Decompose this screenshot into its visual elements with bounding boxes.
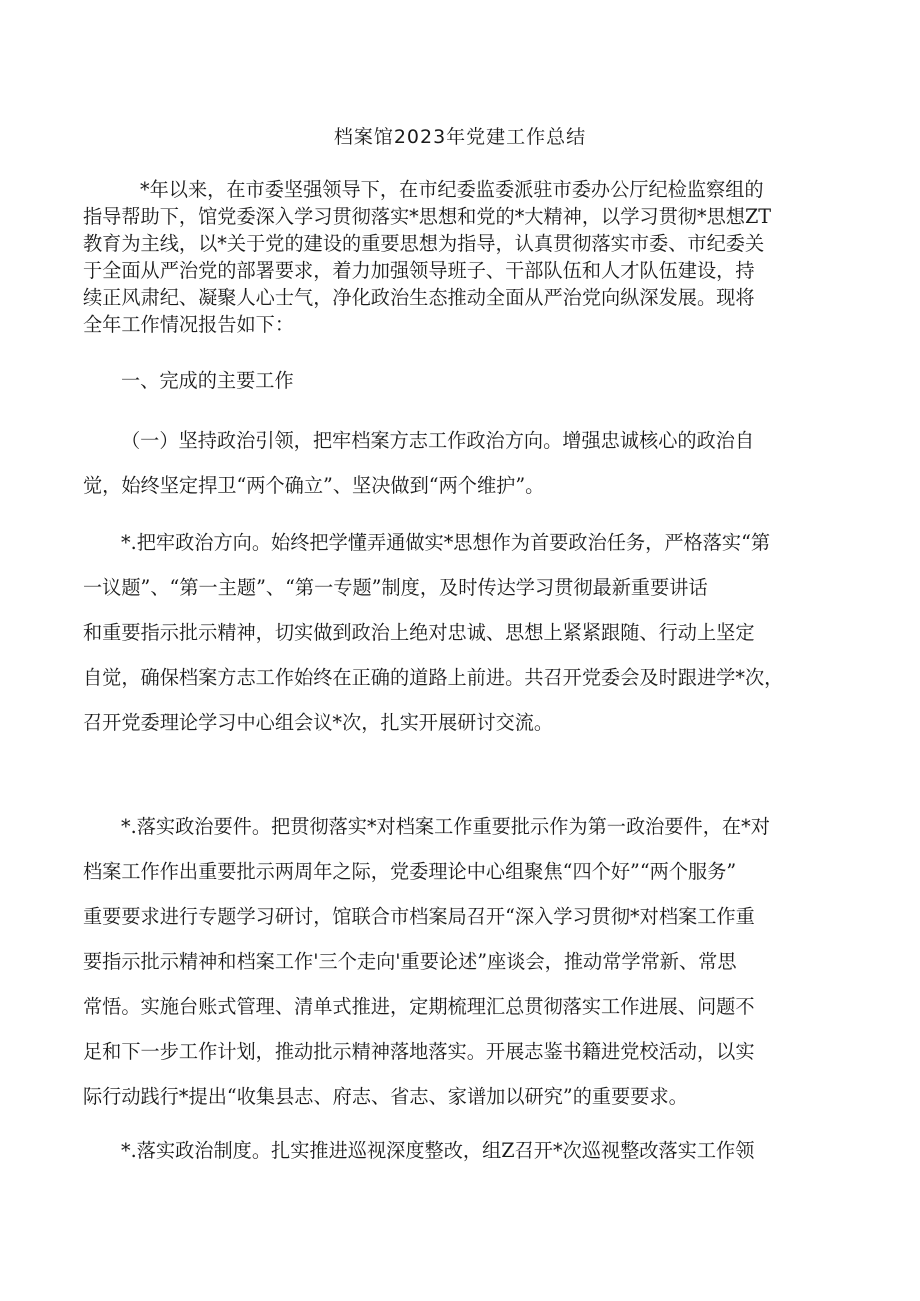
intro-line: 教育为主线，以*关于党的建设的重要思想为指导，认真贯彻落实市委、市纪委关 (83, 232, 765, 255)
intro-line: 于全面从严治党的部署要求，着力加强领导班子、干部队伍和人才队伍建设，持 (83, 259, 755, 282)
paragraph-political-guidance (83, 418, 853, 508)
paragraph-line: 一议题”、“第一主题”、“第一专题”制度，及时传达学习贯彻最新重要讲话 (83, 576, 708, 599)
paragraph-political-requirements (83, 804, 853, 1119)
paragraph-line: 档案工作作出重要批示两周年之际，党委理论中心组聚焦“四个好”“两个服务” (83, 860, 737, 883)
intro-line: 续正风肃纪、凝聚人心士气，净化政治生态推动全面从严治党向纵深发展。现将 (83, 286, 755, 309)
paragraph-line: 常悟。实施台账式管理、清单式推进，定期梳理汇总贯彻落实工作进展、问题不 (83, 995, 755, 1018)
paragraph-line: 足和下一步工作计划，推动批示精神落地落实。开展志鉴书籍进党校活动，以实 (83, 1040, 755, 1063)
paragraph-line: （一）坚持政治引领，把牢档案方志工作政治方向。增强忠诚核心的政治自 (121, 429, 755, 452)
paragraph-line: 重要要求进行专题学习研讨，馆联合市档案局召开“深入学习贯彻*对档案工作重 (83, 905, 755, 928)
document-title: 档案馆2023年党建工作总结 (333, 126, 587, 148)
paragraph-line: 和重要指示批示精神，切实做到政治上绝对忠诚、思想上紧紧跟随、行动上坚定 (83, 621, 755, 644)
paragraph-line: 际行动践行*提出“收集县志、府志、省志、家谱加以研究”的重要要求。 (83, 1085, 688, 1108)
paragraph-line: 召开党委理论学习中心组会议*次，扎实开展研讨交流。 (83, 711, 554, 734)
intro-line: 全年工作情况报告如下： (83, 313, 295, 336)
paragraph-line: 要指示批示精神和档案工作'三个走向'重要论述”座谈会，推动常学常新、常思 (83, 950, 737, 973)
paragraph-political-direction (83, 520, 853, 745)
intro-line: *年以来，在市委坚强领导下，在市纪委监委派驻市委办公厅纪检监察组的 (140, 178, 764, 201)
section-heading: 一、完成的主要工作 (121, 369, 294, 392)
paragraph-line: 觉，始终坚定捍卫“两个确立”、坚决做到“两个维护”。 (83, 474, 545, 497)
intro-paragraph (83, 176, 853, 338)
intro-line: 指导帮助下，馆党委深入学习贯彻落实*思想和党的*大精神，以学习贯彻*思想ZT (83, 205, 772, 228)
paragraph-line: *.落实政治要件。把贯彻落实*对档案工作重要批示作为第一政治要件，在*对 (121, 815, 770, 838)
paragraph-line: *.把牢政治方向。始终把学懂弄通做实*思想作为首要政治任务，严格落实“第 (121, 531, 771, 554)
paragraph-line: *.落实政治制度。扎实推进巡视深度整改，组Z召开*次巡视整改落实工作领 (121, 1139, 755, 1162)
paragraph-line: 自觉，确保档案方志工作始终在正确的道路上前进。共召开党委会及时跟进学*次， (83, 666, 784, 689)
paragraph-political-system (83, 1128, 853, 1173)
